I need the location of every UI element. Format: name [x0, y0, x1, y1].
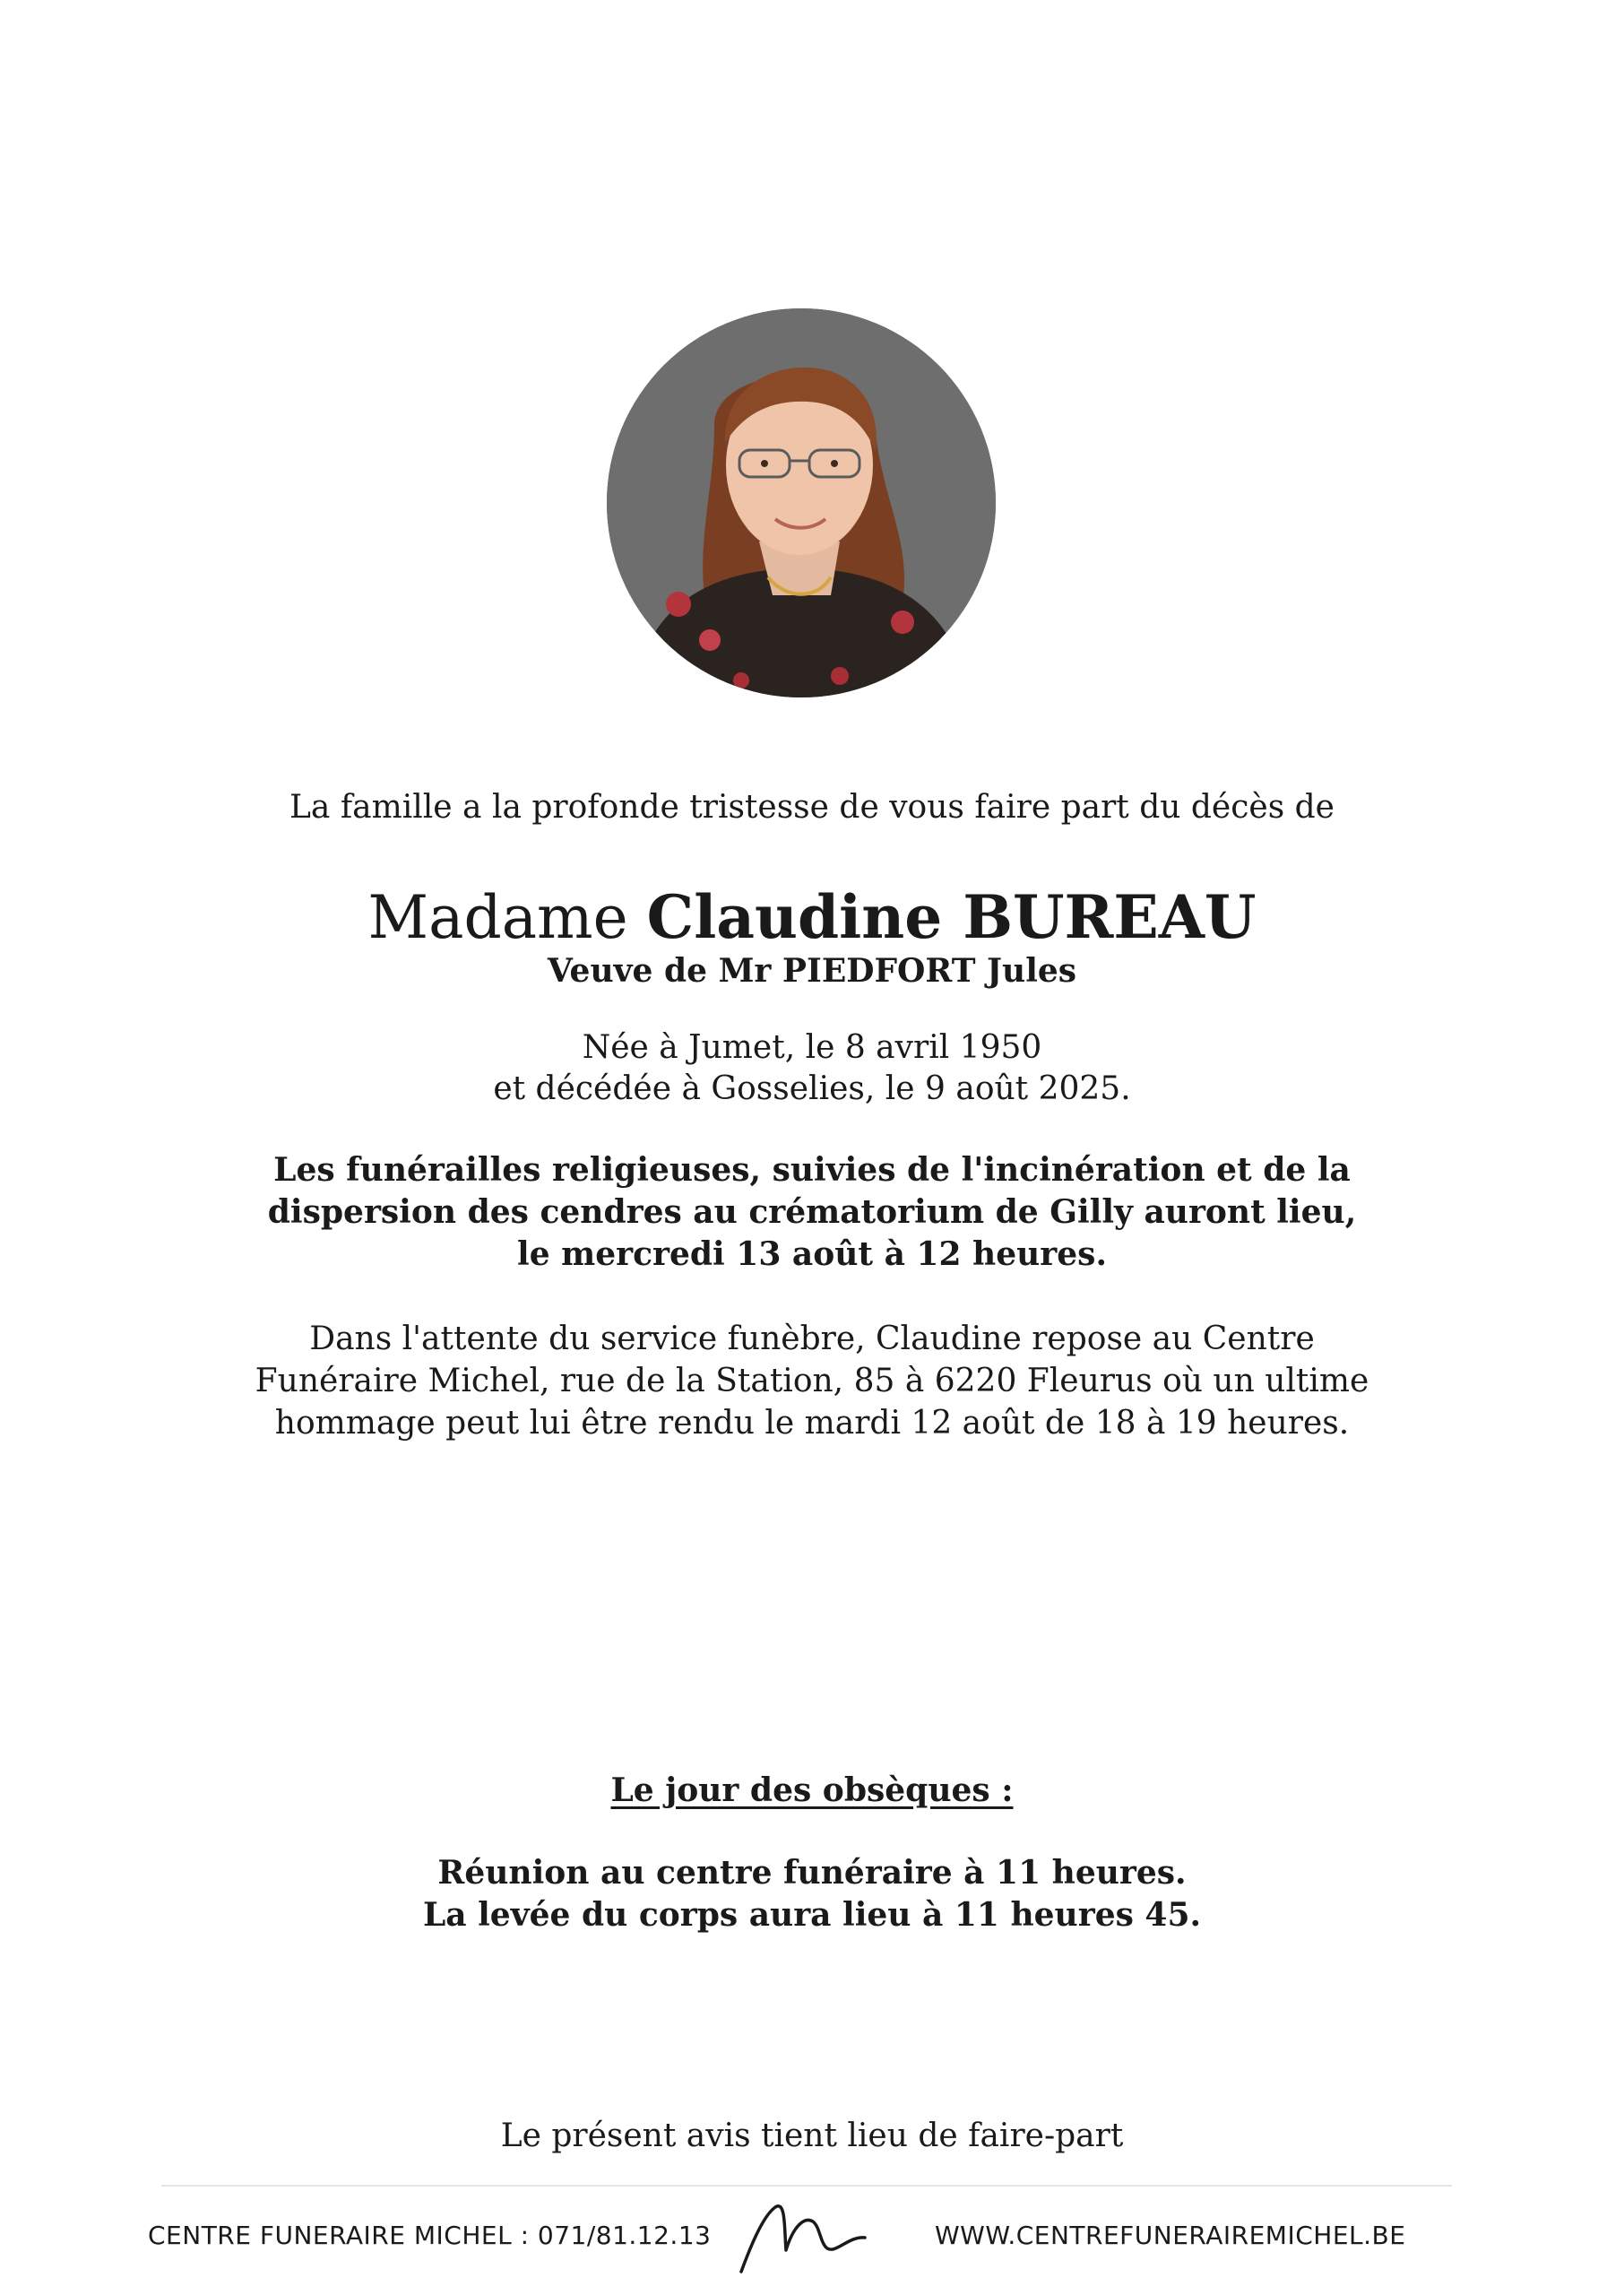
- birth-line: Née à Jumet, le 8 avril 1950: [582, 1029, 1042, 1066]
- funeral-day-title: Le jour des obsèques :: [610, 1771, 1014, 1809]
- funeral-day-schedule: [0, 1852, 1624, 1936]
- spouse-line: Veuve de Mr PIEDFORT Jules: [547, 952, 1077, 990]
- full-name: Claudine BUREAU: [646, 882, 1257, 952]
- resting-line: Dans l'attente du service funèbre, Claudine repose au Centre: [309, 1321, 1315, 1357]
- funeral-line: le mercredi 13 août à 12 heures.: [517, 1235, 1107, 1273]
- portrait-illustration: [607, 308, 996, 697]
- resting-line: Funéraire Michel, rue de la Station, 85 à 6220 Fleurus où un ultime: [255, 1363, 1369, 1399]
- deceased-name: [0, 877, 1624, 958]
- portrait-photo: [607, 308, 996, 697]
- resting-line: hommage peut lui être rendu le mardi 12 août de 18 à 19 heures.: [274, 1405, 1350, 1442]
- notice-text: Le présent avis tient lieu de faire-part: [500, 2117, 1124, 2154]
- intro-text: La famille a la profonde tristesse de vous faire part du décès de: [289, 789, 1335, 826]
- dates-block: [0, 1027, 1624, 1110]
- funeral-line: dispersion des cendres au crématorium de Gilly auront lieu,: [267, 1193, 1357, 1231]
- death-line: et décédée à Gosselies, le 9 août 2025.: [493, 1070, 1131, 1107]
- honorific: Madame: [367, 883, 628, 952]
- schedule-line: Réunion au centre funéraire à 11 heures.: [437, 1854, 1187, 1892]
- funeral-line: Les funérailles religieuses, suivies de l'incinération et de la: [273, 1151, 1351, 1189]
- signature-m-logo-icon: [730, 2180, 883, 2279]
- schedule-line: La levée du corps aura lieu à 11 heures 45.: [422, 1896, 1202, 1934]
- footer-website[interactable]: WWW.CENTREFUNERAIREMICHEL.BE: [935, 2221, 1406, 2250]
- resting-info: [0, 1318, 1624, 1444]
- funeral-info: [0, 1149, 1624, 1276]
- footer-contact: CENTRE FUNERAIRE MICHEL : 071/81.12.13: [148, 2221, 712, 2250]
